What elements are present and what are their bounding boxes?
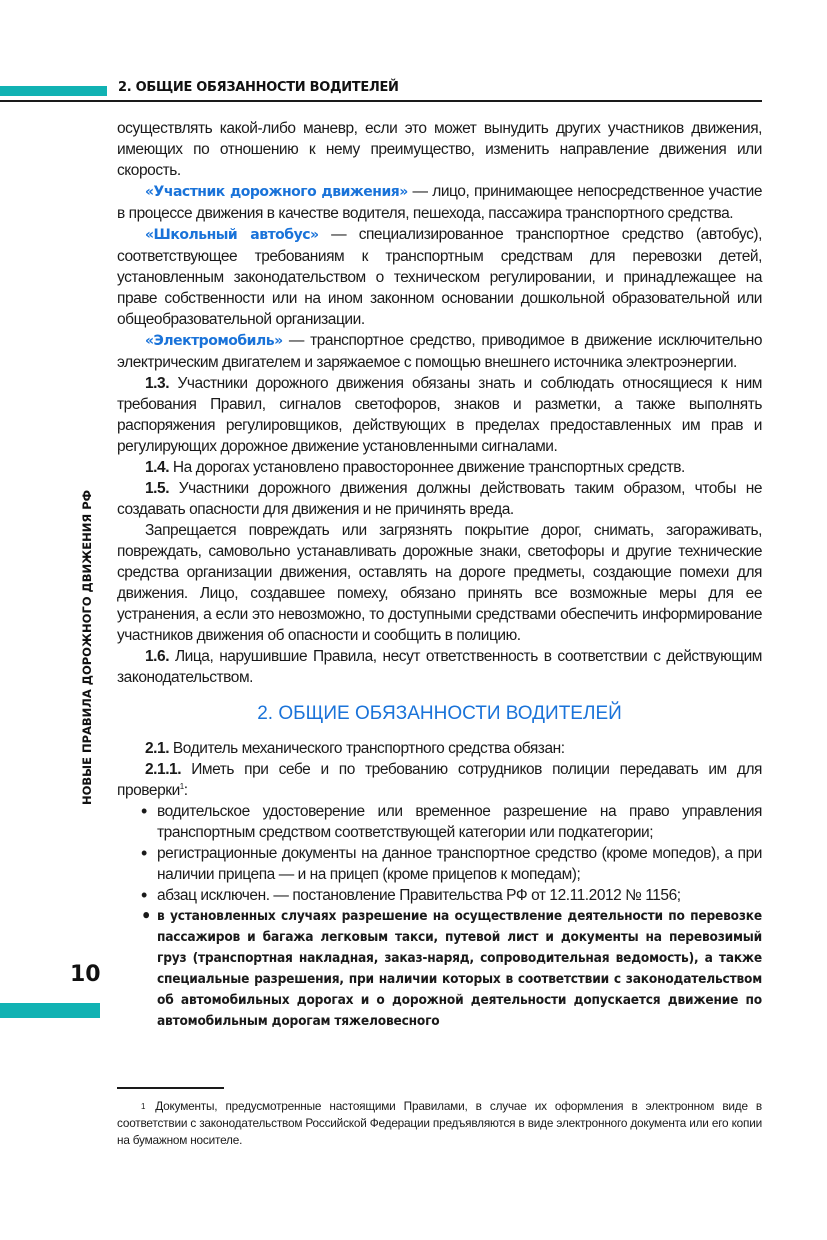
list-item: • водительское удостоверение или временное разрешение на право управления транспортным средством соответствующей категории или подкатегории; [141, 801, 762, 843]
definition-text: — специализированное транспортное средство (автобус), соответствующее требованиям к транспортным средствам для перевозки детей, установленным законодательством о техническом регулировании, и принадлежащее на праве собственности или на ином законном основании дошкольной образовательной или общеобразовательной организации. [117, 226, 762, 328]
definition-text: — лицо, принимающее непосредственное участие в процессе движения в качестве водителя, пешехода, пассажира транспортного средства. [117, 183, 763, 222]
clause-text: Водитель механического транспортного средства обязан: [169, 740, 565, 757]
definition-road-user [117, 181, 762, 224]
term: «Электромобиль» [145, 333, 283, 349]
definition-electric-car [117, 330, 762, 373]
clause-text: Участники дорожного движения обязаны знать и соблюдать относящиеся к ним требования Правил, сигналов светофоров, знаков и разметки, а также выполнять распоряжения регулировщиков, действующих в пределах предоставленных им прав и регулирующих дорожное движение установленными сигналами. [117, 375, 762, 455]
footnote-mark: 1 [141, 1102, 146, 1111]
page-body [117, 118, 762, 1032]
term: «Школьный автобус» [145, 227, 319, 243]
document-list [117, 801, 762, 1032]
clause-1-4 [117, 457, 762, 478]
clause-number: 2.1.1. [145, 761, 182, 778]
clause-number: 1.6. [145, 648, 170, 665]
header-accent-bar [0, 86, 107, 96]
clause-tail: : [183, 782, 188, 799]
header-rule [0, 100, 762, 102]
clause-text: Иметь при себе и по требованию сотрудников полиции передавать им для проверки [117, 761, 762, 799]
clause-number: 1.4. [145, 459, 170, 476]
clause-number: 2.1. [145, 740, 170, 757]
footnote-rule [117, 1087, 224, 1089]
section-title: 2. ОБЩИЕ ОБЯЗАННОСТИ ВОДИТЕЛЕЙ [257, 703, 622, 724]
clause-text: Лица, нарушившие Правила, несут ответственность в соответствии с действующим законодательством. [117, 648, 762, 686]
footnote-reference[interactable]: 1 [179, 781, 184, 791]
clause-1-6 [117, 646, 762, 688]
list-item: • в установленных случаях разрешение на осуществление деятельности по перевозке пассажиров и багажа легковым такси, путевой лист и документы на перевозимый груз (транспортная накладная, заказ-наряд, сопроводительная ведомость), а также специальные разрешения, при наличии которых в соответствии с законодательством об автомобильных дорогах и о дорожной деятельности допускается движение по автомобильным дорогам тяжеловесного [141, 906, 762, 1032]
clause-number: 1.5. [145, 480, 170, 497]
definition-text: — транспортное средство, приводимое в движение исключительно электрическим двигателем и заряжаемое с помощью внешнего источника электроэнергии. [117, 332, 762, 371]
list-item: • регистрационные документы на данное транспортное средство (кроме мопедов), а при наличии прицепа — и на прицеп (кроме прицепов к мопедам); [141, 843, 762, 885]
clause-2-1 [117, 738, 762, 759]
book-title-vertical: НОВЫЕ ПРАВИЛА ДОРОЖНОГО ДВИЖЕНИЯ РФ [80, 489, 94, 805]
clause-text: На дорогах установлено правостороннее движение транспортных средств. [169, 459, 685, 476]
paragraph-continuation: осуществлять какой-либо маневр, если это может вынудить других участников движения, имеющих по отношению к нему преимущество, изменить направление движения или скорость. [117, 120, 762, 179]
term: «Участник дорожного движения» [145, 184, 408, 200]
footnote-text: Документы, предусмотренные настоящими Правилами, в случае их оформления в электронном виде в соответствии с законодательством Российской Федерации предъявляются в виде электронного документа или его копии на бумажном носителе. [117, 1099, 762, 1147]
clause-1-5 [117, 478, 762, 520]
list-item: • абзац исключен. — постановление Правительства РФ от 12.11.2012 № 1156; [141, 885, 762, 906]
page-number: 10 [70, 962, 101, 987]
clause-text: Участники дорожного движения должны действовать таким образом, чтобы не создавать опасности для движения и не причинять вреда. [117, 480, 762, 518]
definition-school-bus [117, 224, 762, 330]
page-number-accent-bar [0, 1003, 100, 1018]
paragraph-prohibition: Запрещается повреждать или загрязнять покрытие дорог, снимать, загораживать, повреждать, самовольно устанавливать дорожные знаки, светофоры и другие технические средства организации движения, оставлять на дороге предметы, создающие помехи для движения. Лицо, создавшее помеху, обязано принять все возможные меры для ее устранения, а если это невозможно, то доступными средствами обеспечить информирование участников движения об опасности и сообщить в полицию. [117, 522, 762, 644]
clause-2-1-1 [117, 759, 762, 801]
clause-number: 1.3. [145, 375, 170, 392]
footnote [117, 1098, 762, 1149]
clause-1-3 [117, 373, 762, 457]
running-head: 2. ОБЩИЕ ОБЯЗАННОСТИ ВОДИТЕЛЕЙ [118, 80, 399, 95]
